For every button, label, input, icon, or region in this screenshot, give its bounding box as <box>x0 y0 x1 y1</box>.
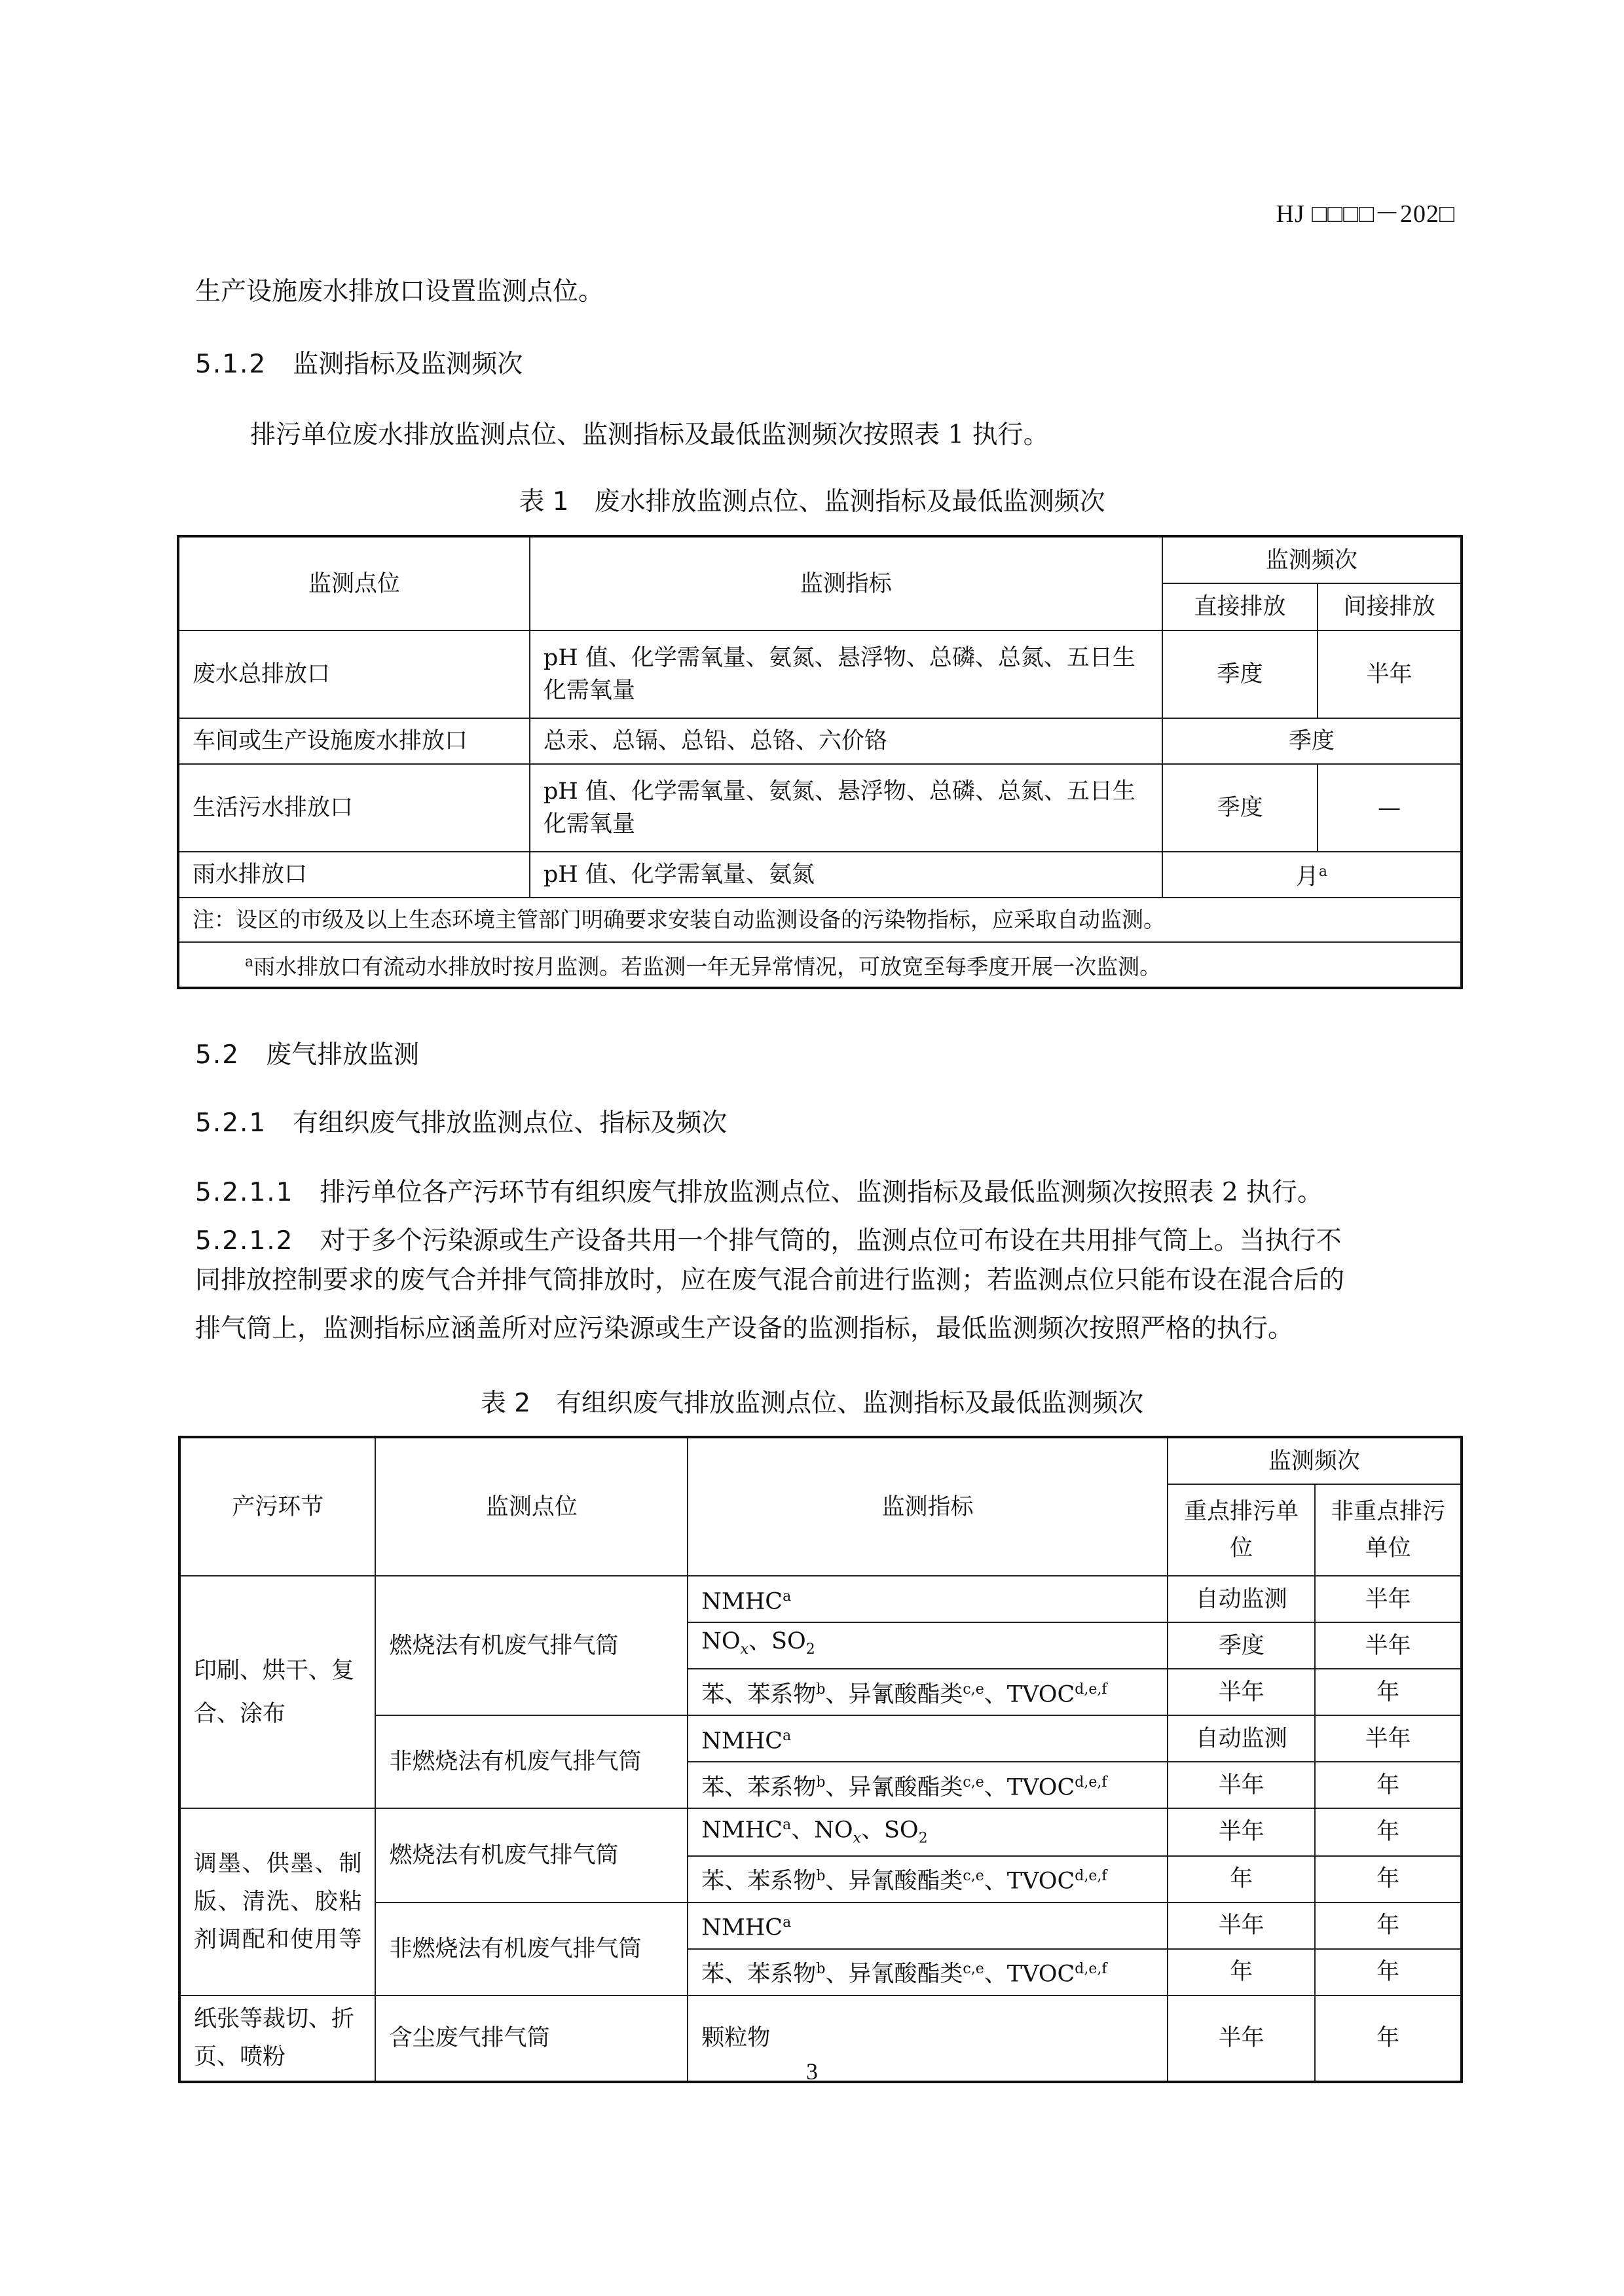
table-footnote: $^a$雨水排放口有流动水排放时按月监测。若监测一年无异常情况，可放宽至每季度开展一次监测。 <box>178 942 1462 988</box>
indicator-cell: 苯、苯系物$^b$、异氰酸酯类$^{c,e}$、TVOC$^{d,e,f}$ <box>688 1762 1168 1808</box>
stage-cell: 印刷、烘干、复合、涂布 <box>179 1576 375 1808</box>
freq-cell: 自动监测 <box>1168 1576 1316 1622</box>
freq-cell: 半年 <box>1168 1762 1316 1808</box>
clause-text: 排污单位各产污环节有组织废气排放监测点位、监测指标及最低监测频次按照表 2 执行。 <box>320 1178 1323 1207</box>
table-cell: pH 值、化学需氧量、氨氮、悬浮物、总磷、总氮、五日生化需氧量 <box>530 630 1162 718</box>
section-title: 废气排放监测 <box>266 1040 420 1070</box>
freq-cell: 半年 <box>1168 1669 1316 1715</box>
clause-number: 5.2.1.1 <box>195 1178 294 1207</box>
table-2 <box>178 1436 1463 2083</box>
table-1-caption: 表 1 废水排放监测点位、监测指标及最低监测频次 <box>519 487 1105 517</box>
freq-cell: 年 <box>1315 1808 1462 1856</box>
page-number: 3 <box>806 2058 818 2085</box>
freq-cell: 年 <box>1168 1949 1316 1995</box>
table-cell: — <box>1318 764 1462 852</box>
section-number: 5.1.2 <box>195 350 267 379</box>
header-indirect: 间接排放 <box>1318 583 1462 630</box>
indicator-cell: NMHC$^a$、$NO_x$、$SO_2$ <box>688 1808 1168 1856</box>
table-cell: 季度 <box>1162 764 1318 852</box>
header-point: 监测点位 <box>178 536 530 630</box>
freq-cell: 季度 <box>1168 1622 1316 1669</box>
table-1 <box>177 535 1463 989</box>
table-cell: 月$^a$ <box>1162 852 1462 898</box>
point-cell: 含尘废气排气筒 <box>375 1995 688 2082</box>
table-note: 注：设区的市级及以上生态环境主管部门明确要求安装自动监测设备的污染物指标，应采取自动监测。 <box>178 898 1462 942</box>
point-cell: 非燃烧法有机废气排气筒 <box>375 1903 688 1995</box>
header-indicator: 监测指标 <box>688 1437 1168 1576</box>
freq-cell: 半年 <box>1168 1808 1316 1856</box>
paragraph: 排污单位废水排放监测点位、监测指标及最低监测频次按照表 1 执行。 <box>250 420 1049 450</box>
clause-5-2-1-1 <box>195 1172 1323 1209</box>
standard-code: HJ □□□□－202□ <box>1276 200 1455 228</box>
clause-5-2-1-2 <box>195 1220 1341 1257</box>
stage-cell: 调墨、供墨、制版、清洗、胶粘剂调配和使用等 <box>179 1808 375 1995</box>
point-cell: 燃烧法有机废气排气筒 <box>375 1808 688 1903</box>
section-5-2 <box>195 1034 419 1071</box>
freq-cell: 年 <box>1315 1949 1462 1995</box>
header-frequency: 监测频次 <box>1168 1437 1462 1484</box>
table-cell: pH 值、化学需氧量、氨氮、悬浮物、总磷、总氮、五日生化需氧量 <box>530 764 1162 852</box>
point-cell: 非燃烧法有机废气排气筒 <box>375 1715 688 1808</box>
freq-cell: 年 <box>1315 1762 1462 1808</box>
header-key-unit: 重点排污单位 <box>1168 1484 1316 1576</box>
indicator-cell: $NO_x$、$SO_2$ <box>688 1622 1168 1669</box>
stage-cell: 纸张等裁切、折页、喷粉 <box>179 1995 375 2082</box>
clause-text: 排气筒上，监测指标应涵盖所对应污染源或生产设备的监测指标，最低监测频次按照严格的执行。 <box>195 1314 1294 1343</box>
freq-cell: 半年 <box>1315 1715 1462 1762</box>
section-title: 监测指标及监测频次 <box>293 350 523 379</box>
section-5-1-2 <box>195 344 523 380</box>
freq-cell: 半年 <box>1315 1622 1462 1669</box>
freq-cell: 半年 <box>1315 1576 1462 1622</box>
header-frequency: 监测频次 <box>1162 536 1462 583</box>
freq-cell: 自动监测 <box>1168 1715 1316 1762</box>
freq-cell: 年 <box>1315 1856 1462 1903</box>
table-cell: 总汞、总镉、总铅、总铬、六价铬 <box>530 718 1162 764</box>
indicator-cell: 苯、苯系物$^b$、异氰酸酯类$^{c,e}$、TVOC$^{d,e,f}$ <box>688 1856 1168 1903</box>
header-stage: 产污环节 <box>179 1437 375 1576</box>
table-cell: 车间或生产设施废水排放口 <box>178 718 530 764</box>
indicator-cell: NMHC$^a$ <box>688 1903 1168 1949</box>
table-2-caption: 表 2 有组织废气排放监测点位、监测指标及最低监测频次 <box>480 1389 1144 1418</box>
indicator-cell: 颗粒物 <box>688 1995 1168 2082</box>
section-number: 5.2.1 <box>195 1108 267 1138</box>
table-cell: 废水总排放口 <box>178 630 530 718</box>
table-cell: pH 值、化学需氧量、氨氮 <box>530 852 1162 898</box>
clause-text: 对于多个污染源或生产设备共用一个排气筒的，监测点位可布设在共用排气筒上。当执行不 <box>320 1226 1342 1256</box>
header-nonkey-unit: 非重点排污单位 <box>1315 1484 1462 1576</box>
table-cell: 季度 <box>1162 630 1318 718</box>
freq-cell: 年 <box>1315 1903 1462 1949</box>
table-cell: 季度 <box>1162 718 1462 764</box>
indicator-cell: 苯、苯系物$^b$、异氰酸酯类$^{c,e}$、TVOC$^{d,e,f}$ <box>688 1669 1168 1715</box>
freq-cell: 半年 <box>1168 1995 1316 2082</box>
header-point: 监测点位 <box>375 1437 688 1576</box>
table-cell: 生活污水排放口 <box>178 764 530 852</box>
table-cell: 半年 <box>1318 630 1462 718</box>
indicator-cell: NMHC$^a$ <box>688 1715 1168 1762</box>
section-number: 5.2 <box>195 1040 240 1070</box>
header-direct: 直接排放 <box>1162 583 1318 630</box>
clause-number: 5.2.1.2 <box>195 1226 294 1256</box>
indicator-cell: NMHC$^a$ <box>688 1576 1168 1622</box>
continued-line: 生产设施废水排放口设置监测点位。 <box>195 277 604 306</box>
indicator-cell: 苯、苯系物$^b$、异氰酸酯类$^{c,e}$、TVOC$^{d,e,f}$ <box>688 1949 1168 1995</box>
header-indicator: 监测指标 <box>530 536 1162 630</box>
clause-text: 同排放控制要求的废气合并排气筒排放时，应在废气混合前进行监测；若监测点位只能布设在混合后的 <box>195 1266 1345 1295</box>
section-5-2-1 <box>195 1102 727 1139</box>
table-cell: 雨水排放口 <box>178 852 530 898</box>
point-cell: 燃烧法有机废气排气筒 <box>375 1576 688 1715</box>
section-title: 有组织废气排放监测点位、指标及频次 <box>293 1108 728 1138</box>
freq-cell: 年 <box>1315 1669 1462 1715</box>
freq-cell: 年 <box>1315 1995 1462 2082</box>
freq-cell: 年 <box>1168 1856 1316 1903</box>
freq-cell: 半年 <box>1168 1903 1316 1949</box>
